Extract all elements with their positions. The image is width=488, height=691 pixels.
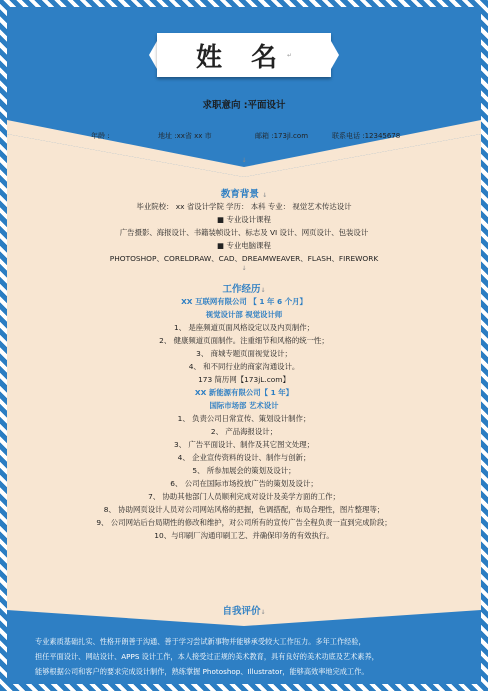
job-2-duty: 10、与印刷厂沟通印刷工艺、并确保印务的有效执行。 xyxy=(154,531,334,540)
age-field: 年龄 : xyxy=(91,132,110,140)
education-title: 教育背景 ↓ xyxy=(220,189,268,200)
evaluation-line: 专业素质基础扎实、性格开朗善于沟通、善于学习尝试新事物并能够承受较大工作压力。多年工作经验， xyxy=(35,637,366,646)
education-courses: 广告摄影、海报设计、书籍装帧设计、标志及 VI 设计、网页设计、包装设计 xyxy=(119,228,369,237)
empty-paragraph-mark: ↓ xyxy=(241,265,247,272)
job-2-duty: 9、 公司网站后台局期性的修改和维护，对公司所有的宣传广告全程负责一直到完成阶段； xyxy=(96,518,392,527)
job-1-duty: 1、 是座频道页面风格设定以及内页制作； xyxy=(173,323,315,332)
evaluation-footer xyxy=(7,594,481,684)
job-2-duty: 4、 企业宣传资料的设计、制作与创新； xyxy=(177,453,311,462)
job-2-company: XX 新能源有限公司【 1 年】 xyxy=(194,388,294,397)
education-school-line: 毕业院校： xx 省设计学院 学历： 本科 专业： 视觉艺术传达设计 xyxy=(136,202,352,211)
evaluation-line: 能够根据公司和客户的要求完成设计制作，熟练掌握 Photoshop、Illustrator，能够高效率地完成工作。 xyxy=(35,667,369,676)
evaluation-title: 自我评价↓ xyxy=(222,606,266,617)
paragraph-mark: ↵ xyxy=(287,51,293,59)
job-1-duty: 2、 健康频道页面制作。注重细节和风格的统一性； xyxy=(159,336,329,345)
job-2-position: 国际市场部 艺术设计 xyxy=(209,401,279,410)
work-title: 工作经历↓ xyxy=(222,284,266,295)
job-2-duty: 1、 负责公司日常宣传、策划设计制作； xyxy=(177,414,311,423)
candidate-name: 姓 名 xyxy=(195,42,288,73)
job-1-position: 视觉设计部 视觉设计师 xyxy=(205,310,283,319)
job-1-company: XX 互联网有限公司 【 1 年 6 个月】 xyxy=(181,297,307,306)
job-2-duty: 3、 广告平面设计、制作及其它图文处理； xyxy=(173,440,315,449)
job-2-duty: 5、 所参加展会的策划及设计； xyxy=(192,466,296,475)
job-2-duty: 8、 协助网页设计人员对公司网站风格的把握，色调搭配，布局合理性，图片整理等； xyxy=(103,505,385,514)
empty-paragraph-mark: ↓ xyxy=(241,157,247,164)
education-title-text: 教育背景 xyxy=(220,189,259,200)
phone-field: 联系电话 :12345678 xyxy=(332,132,401,140)
evaluation-title-text: 自我评价 xyxy=(222,606,261,617)
resume-body xyxy=(7,157,481,542)
education-software: PHOTOSHOP、CORELDRAW、CAD、DREAMWEAVER、FLASH、FIREWORK xyxy=(109,254,379,263)
name-ribbon-left-tail xyxy=(149,41,157,69)
work-title-text: 工作经历 xyxy=(222,284,261,295)
name-card xyxy=(157,33,331,77)
job-2-duty: 7、 协助其他部门人员顺利完成对设计及美学方面的工作； xyxy=(148,492,340,501)
email-field: 邮箱 :173jl.com xyxy=(255,132,309,140)
address-field: 地址 :xx省 xx 市 xyxy=(158,132,212,140)
job-2-duty: 6、 公司在国际市场投放广告的策划及设计； xyxy=(170,479,318,488)
evaluation-text xyxy=(35,634,461,679)
job-1-duty: 173 简历网【173jL.com】 xyxy=(198,375,290,384)
education-software-title: ■ 专业电脑课程 xyxy=(217,241,271,250)
job-1-duty: 3、 商城专题页面视觉设计； xyxy=(196,349,292,358)
resume-page xyxy=(7,7,481,684)
job-2-duty: 2、 产品海报设计； xyxy=(210,427,278,436)
name-ribbon-right-tail xyxy=(331,41,339,69)
education-courses-title: ■ 专业设计课程 xyxy=(217,215,271,224)
job-intention: 求职意向 :平面设计 xyxy=(202,100,286,111)
evaluation-line: 担任平面设计、网站设计、APPS 设计工作，本人接受过正规的美术教育，具有良好的美术功底及艺术素养， xyxy=(35,652,379,661)
job-1-duty: 4、 和不同行业的商家沟通设计。 xyxy=(188,362,300,371)
